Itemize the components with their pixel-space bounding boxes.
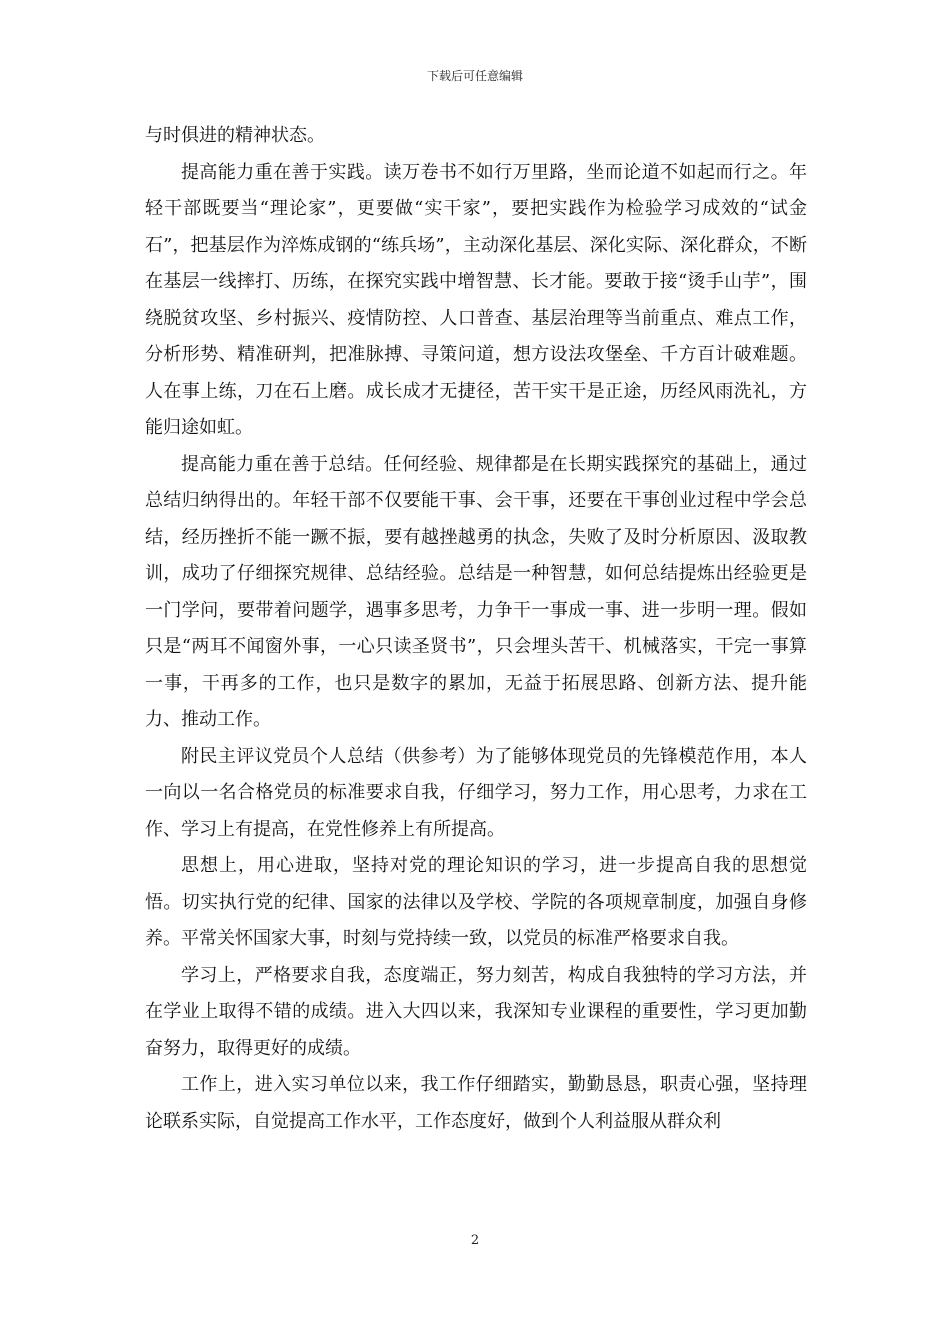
paragraph-ideology: 思想上，用心进取，坚持对党的理论知识的学习，进一步提高自我的思想觉悟。切实执行党的纪律、国家的法律以及学校、学院的各项规章制度，加强自身修养。平常关怀国家大事，时刻与党持续一致，以党员的标准严格要求自我。 bbox=[145, 855, 807, 949]
page-number: 2 bbox=[470, 1233, 480, 1248]
paragraph-study: 学习上，严格要求自我，态度端正，努力刻苦，构成自我独特的学习方法，并在学业上取得不错的成绩。进入大四以来，我深知专业课程的重要性，学习更加勤奋努力，取得更好的成绩。 bbox=[145, 964, 807, 1059]
paragraph-practice: 提高能力重在善于实践。读万卷书不如行万里路，坐而论道不如起而行之。年轻干部既要当“理论家”，更要做“实干家”，要把实践作为检验学习成效的“试金石”，把基层作为淬炼成钢的“练兵场”，主动深化基层、深化实际、深化群众，不断在基层一线摔打、历练，在探究实践中增智慧、长才能。要敢于接“烫手山芋”，围绕脱贫攻坚、乡村振兴、疫情防控、人口普查、基层治理等当前重点、难点工作，分析形势、精准研判，把准脉搏、寻策问道，想方设法攻堡垒、千方百计破难题。人在事上练，刀在石上磨。成长成才无捷径，苦干实干是正途，历经风雨洗礼，方能归途如虹。 bbox=[145, 161, 807, 438]
document-body bbox=[145, 118, 807, 1140]
paragraph-work: 工作上，进入实习单位以来，我工作仔细踏实，勤勤恳恳，职责心强，坚持理论联系实际，自觉提高工作水平，工作态度好，做到个人利益服从群众利 bbox=[145, 1074, 807, 1132]
paragraph-appendix-intro: 附民主评议党员个人总结（供参考）为了能够体现党员的先锋模范作用，本人一向以一名合格党员的标准要求自我，仔细学习，努力工作，用心思考，力求在工作、学习上有提高，在党性修养上有所提高。 bbox=[145, 745, 807, 840]
paragraph-continuation: 与时俱进的精神状态。 bbox=[145, 125, 325, 146]
page-header: 下载后可任意编辑 bbox=[426, 69, 523, 83]
paragraph-summary: 提高能力重在善于总结。任何经验、规律都是在长期实践探究的基础上，通过总结归纳得出的。年轻干部不仅要能干事、会干事，还要在干事创业过程中学会总结，经历挫折不能一蹶不振，要有越挫越勇的执念，失败了及时分析原因、汲取教训，成功了仔细探究规律、总结经验。总结是一种智慧，如何总结提炼出经验更是一门学问，要带着问题学，遇事多思考，力争干一事成一事、进一步明一理。假如只是“两耳不闻窗外事，一心只读圣贤书”，只会埋头苦干、机械落实，干完一事算一事，干再多的工作，也只是数字的累加，无益于拓展思路、创新方法、提升能力、推动工作。 bbox=[145, 453, 807, 730]
